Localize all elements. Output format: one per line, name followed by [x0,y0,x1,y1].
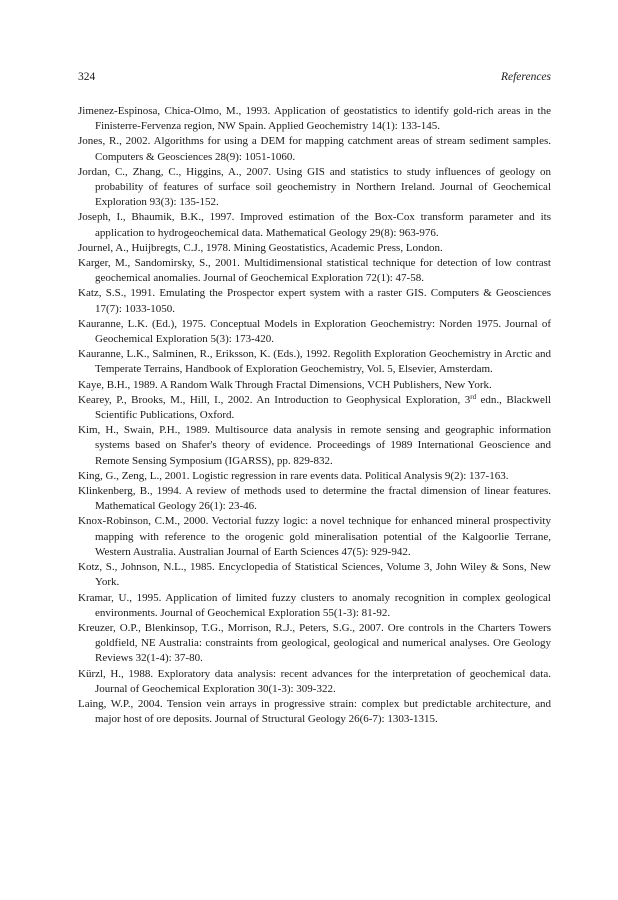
reference-entry: Kim, H., Swain, P.H., 1989. Multisource data analysis in remote sensing and geographic information systems based on Shafer's theory of evidence. Proceedings of 1989 International Geoscience and Remote Sensing Symposium (IGARSS), pp. 829-832. [78,424,551,467]
page-header [78,70,551,84]
reference-entry: Kürzl, H., 1988. Exploratory data analysis: recent advances for the interpretation of geochemical data. Journal of Geochemical Exploration 30(1-3): 309-322. [78,667,551,695]
reference-entry: Kauranne, L.K. (Ed.), 1975. Conceptual Models in Exploration Geochemistry: Norden 1975. Journal of Geochemical Exploration 5(3): 173-420. [78,317,551,346]
reference-entry: Jones, R., 2002. Algorithms for using a DEM for mapping catchment areas of stream sediment samples. Computers & Geosciences 28(9): 1051-1060. [78,135,551,163]
reference-entry: Kotz, S., Johnson, N.L., 1985. Encyclopedia of Statistical Sciences, Volume 3, John Wiley & Sons, New York. [78,561,551,589]
reference-list [78,104,551,727]
reference-text: edn., Blackwell Scientific Publications, Oxford. [95,393,551,422]
reference-entry: King, G., Zeng, L., 2001. Logistic regression in rare events data. Political Analysis 9(2): 137-163. [78,469,509,482]
reference-entry: Kauranne, L.K., Salminen, R., Eriksson, K. (Eds.), 1992. Regolith Exploration Geochemistry in Arctic and Temperate Terrains, Handbook of Exploration Geochemistry, Vol. 5, Elsevier, Amsterdam. [78,348,551,376]
reference-entry: Journel, A., Huijbregts, C.J., 1978. Mining Geostatistics, Academic Press, London. [78,241,443,254]
reference-entry: Kaye, B.H., 1989. A Random Walk Through Fractal Dimensions, VCH Publishers, New York. [78,378,492,391]
reference-entry: Jimenez-Espinosa, Chica-Olmo, M., 1993. Application of geostatistics to identify gold-rich areas in the Finisterre-Fervenza region, NW Spain. Applied Geochemistry 14(1): 133-145. [78,105,551,133]
reference-entry: Kreuzer, O.P., Blenkinsop, T.G., Morrison, R.J., Peters, S.G., 2007. Ore controls in the Charters Towers goldfield, NE Australia: constraints from geological, geological and numerical analyses. Ore Geology Reviews 32(1-4): 37-80. [78,621,551,665]
reference-entry: Kramar, U., 1995. Application of limited fuzzy clusters to anomaly recognition in complex geological environments. Journal of Geochemical Exploration 55(1-3): 81-92. [78,591,551,619]
reference-entry: Klinkenberg, B., 1994. A review of methods used to determine the fractal dimension of linear features. Mathematical Geology 26(1): 23-46. [78,485,551,513]
reference-entry: Joseph, I., Bhaumik, B.K., 1997. Improved estimation of the Box-Cox transform parameter and its application to hydrogeochemical data. Mathematical Geology 29(8): 963-976. [78,211,551,239]
reference-text: Kearey, P., Brooks, M., Hill, I., 2002. An Introduction to Geophysical Exploration, 3 [78,393,471,406]
reference-entry: Knox-Robinson, C.M., 2000. Vectorial fuzzy logic: a novel technique for enhanced mineral prospectivity mapping with reference to the orogenic gold mineralisation potential of the Kalgoorlie Terrane, Western Australia. Australian Journal of Earth Sciences 47(5): 929-942. [78,515,551,558]
page-number: 324 [78,71,96,83]
running-section-title: References [500,71,551,83]
reference-entry: Katz, S.S., 1991. Emulating the Prospector expert system with a raster GIS. Computers & Geosciences 17(7): 1033-1050. [78,287,551,315]
reference-entry: Karger, M., Sandomirsky, S., 2001. Multidimensional statistical technique for detection of low contrast geochemical anomalies. Journal of Geochemical Exploration 72(1): 47-58. [78,257,551,285]
reference-entry [78,393,551,423]
reference-entry: Laing, W.P., 2004. Tension vein arrays in progressive strain: complex but predictable architecture, and major host of ore deposits. Journal of Structural Geology 26(6-7): 1303-1315. [78,697,551,726]
ordinal-superscript: rd [470,392,477,401]
reference-entry: Jordan, C., Zhang, C., Higgins, A., 2007. Using GIS and statistics to study influences of geology on probability of features of surface soil geochemistry in Northern Ireland. Journal of Geochemical Exploration 93(3): 135-152. [78,165,551,209]
book-page [78,70,551,727]
